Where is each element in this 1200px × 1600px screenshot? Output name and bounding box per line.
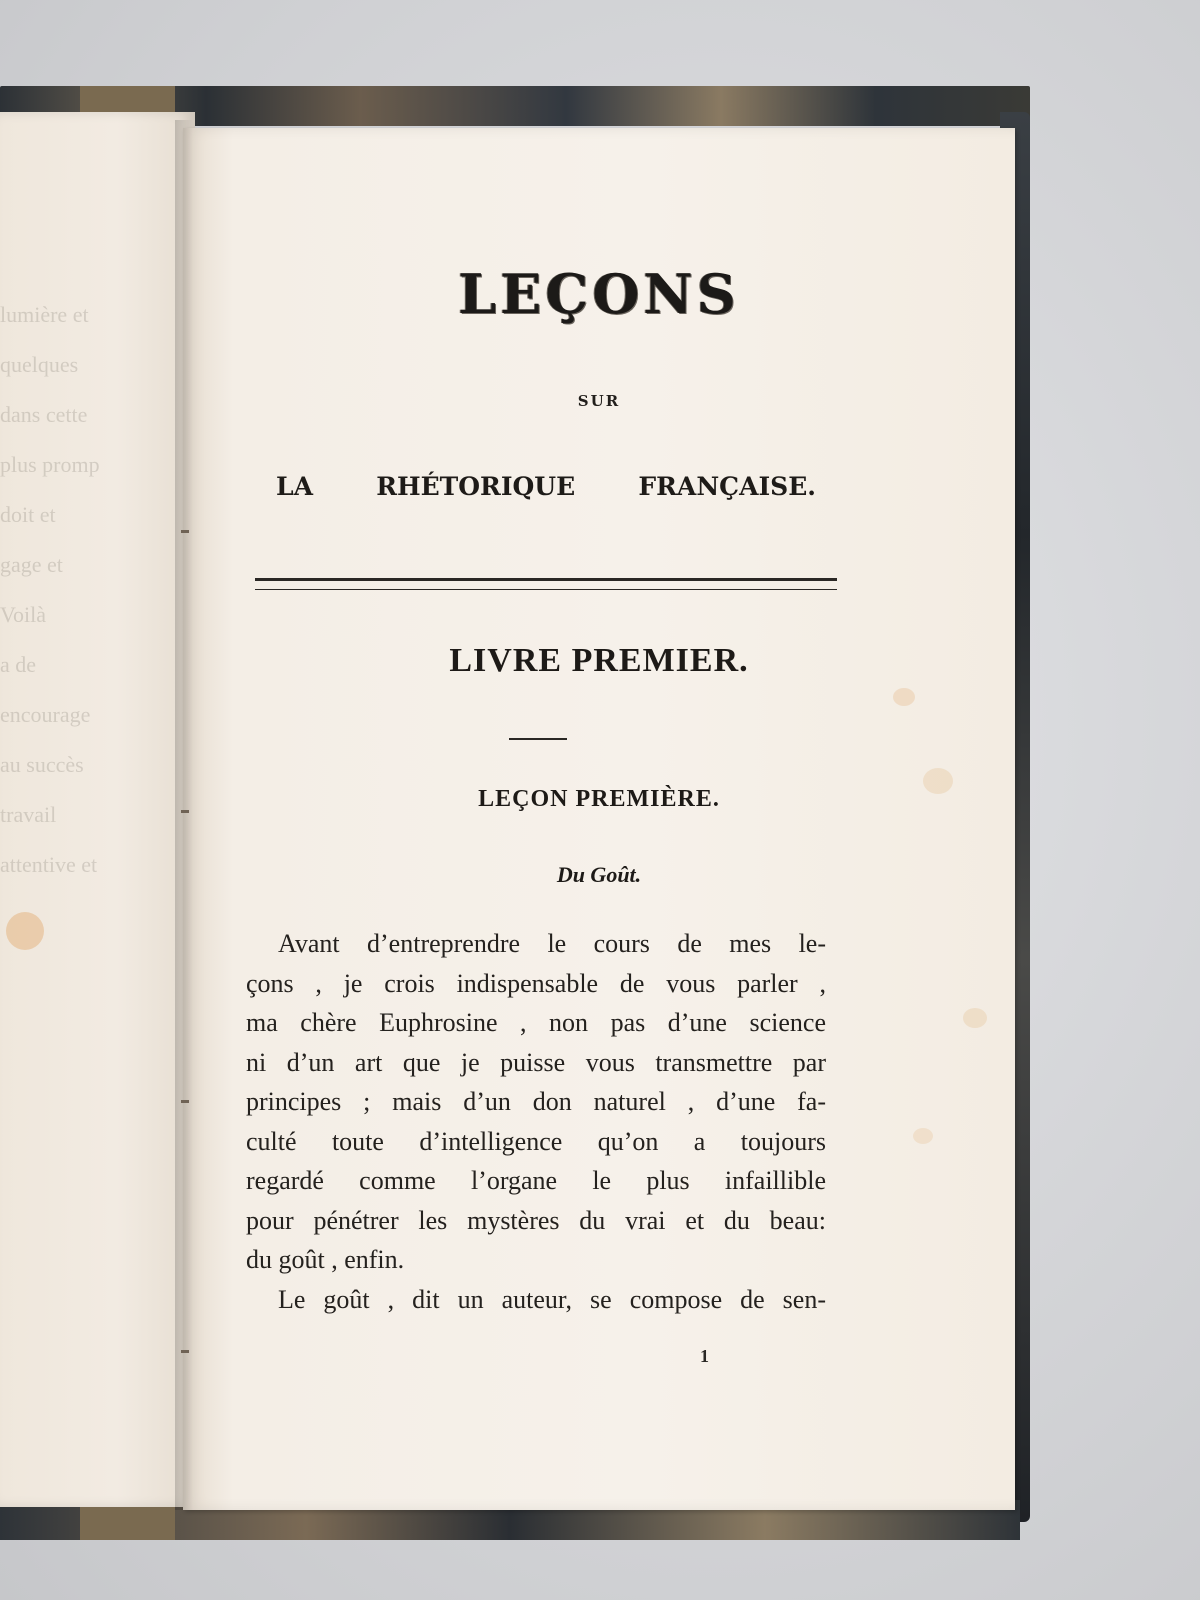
show-through-text: encourage <box>0 702 91 727</box>
text-line: ni d’un art que je puisse vous transmettre par <box>246 1047 826 1077</box>
page-number: 1 <box>700 1346 709 1366</box>
show-through-text: lumière et <box>0 302 89 327</box>
show-through-text: Voilà <box>0 602 47 627</box>
show-through-text: attentive et <box>0 852 98 877</box>
foxing-spot <box>6 912 44 950</box>
subtitle-word: RHÉTORIQUE <box>376 472 576 501</box>
text-line: principes ; mais d’un don naturel , d’une fa- <box>246 1087 826 1116</box>
binding-stitch <box>181 530 189 533</box>
show-through-text: dans cette <box>0 402 88 427</box>
binding-stitch <box>181 1100 189 1103</box>
text-line: Le goût , dit un auteur, se compose de sen- <box>278 1284 826 1314</box>
body-text <box>246 924 826 1319</box>
show-through-text: gage et <box>0 552 63 577</box>
lesson-heading: LEÇON PREMIÈRE. <box>478 786 720 812</box>
show-through-text: travail <box>0 802 57 827</box>
text-line: du goût , enfin. <box>246 1245 405 1274</box>
show-through-text: a de <box>0 652 37 677</box>
cloth-spine-bottom <box>80 1505 175 1540</box>
gutter-shadow <box>175 120 193 1510</box>
foxing-spot <box>963 1008 987 1028</box>
book-title-subtitle <box>276 472 816 501</box>
short-rule-divider <box>509 738 567 740</box>
text-line: Avant d’entreprendre le cours de mes le- <box>278 929 826 958</box>
subtitle-word: LA <box>276 472 313 501</box>
text-line: ma chère Euphrosine , non pas d’une science <box>246 1008 826 1037</box>
foxing-spot <box>893 688 915 706</box>
book-title-main: LEÇONS <box>458 262 740 326</box>
book-title-connector: SUR <box>577 392 621 410</box>
part-heading: LIVRE PREMIER. <box>449 642 749 679</box>
double-rule-divider <box>255 578 837 590</box>
text-line: regardé comme l’organe le plus infaillible <box>246 1166 826 1195</box>
text-line: culté toute d’intelligence qu’on a toujours <box>246 1126 826 1156</box>
show-through-text: quelques <box>0 352 79 377</box>
show-through-text: plus promp <box>0 452 100 477</box>
left-page <box>0 112 195 1507</box>
binding-stitch <box>181 1350 189 1353</box>
subtitle-word: FRANÇAISE. <box>638 472 816 501</box>
lesson-subheading: Du Goût. <box>556 862 642 887</box>
show-through-text: doit et <box>0 502 56 527</box>
text-line: pour pénétrer les mystères du vrai et du beau: <box>246 1205 826 1235</box>
foxing-spot <box>913 1128 933 1144</box>
show-through-text: au succès <box>0 752 84 777</box>
text-line: çons , je crois indispensable de vous parler , <box>246 968 826 998</box>
